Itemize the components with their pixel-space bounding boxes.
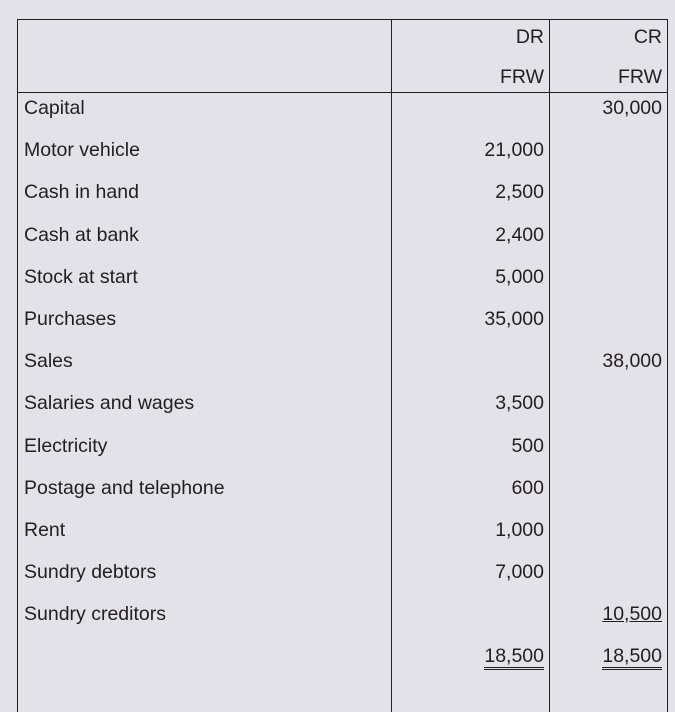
dr-amount: 600 [511, 477, 544, 499]
dr-header: DR [515, 26, 544, 48]
dr-amount: 2,400 [495, 224, 544, 246]
header-divider [17, 92, 668, 93]
account-label: Purchases [24, 308, 117, 330]
account-label: Sundry debtors [24, 561, 157, 583]
dr-column-divider [391, 19, 392, 712]
dr-amount: 35,000 [484, 308, 544, 330]
dr-amount: 2,500 [495, 181, 544, 203]
cr-amount: 30,000 [602, 97, 662, 119]
account-label: Capital [24, 97, 85, 119]
account-label: Postage and telephone [24, 477, 225, 499]
dr-amount: 1,000 [495, 519, 544, 541]
cr-total: 18,500 [602, 645, 662, 670]
dr-total: 18,500 [484, 645, 544, 670]
account-label: Salaries and wages [24, 392, 195, 414]
cr-header: CR [633, 26, 662, 48]
dr-amount: 21,000 [484, 139, 544, 161]
account-label: Stock at start [24, 266, 138, 288]
dr-amount: 3,500 [495, 392, 544, 414]
cr-column-divider [549, 19, 550, 712]
account-label: Cash at bank [24, 224, 139, 246]
dr-amount: 7,000 [495, 561, 544, 583]
cr-amount: 10,500 [602, 603, 662, 625]
account-label: Sundry creditors [24, 603, 166, 625]
dr-amount: 500 [511, 435, 544, 457]
account-label: Cash in hand [24, 181, 139, 203]
account-label: Electricity [24, 435, 108, 457]
dr-unit-header: FRW [499, 66, 544, 88]
cr-amount: 38,000 [602, 350, 662, 372]
account-label: Motor vehicle [24, 139, 140, 161]
account-label: Rent [24, 519, 66, 541]
cr-unit-header: FRW [617, 66, 662, 88]
account-label: Sales [24, 350, 73, 372]
dr-amount: 5,000 [495, 266, 544, 288]
